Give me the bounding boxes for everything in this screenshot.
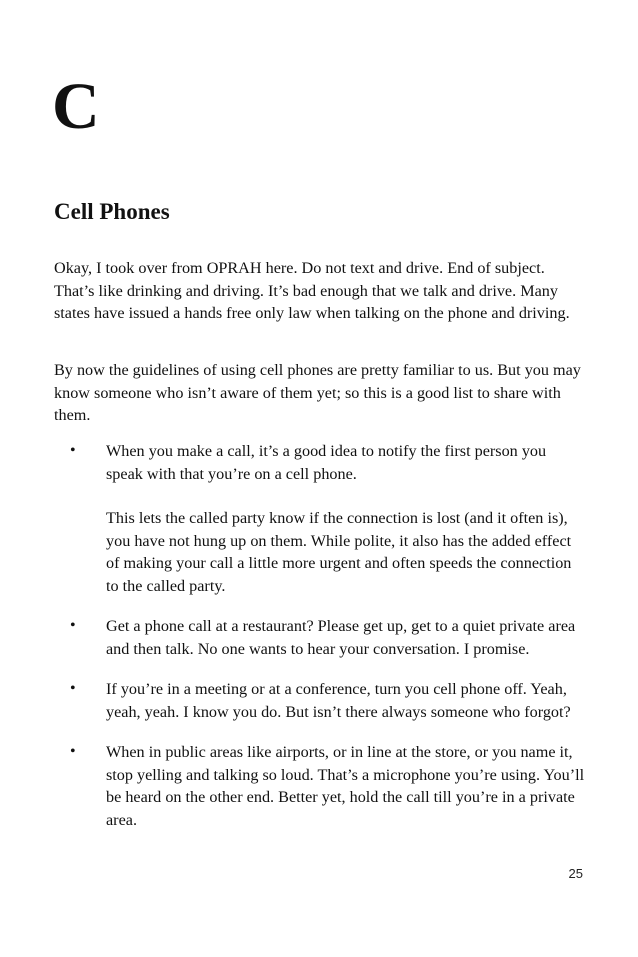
bullet-icon: •: [70, 680, 76, 697]
list-item-text: Get a phone call at a restaurant? Please get up, get to a quiet private area and then talk. No one wants to hear your conversation. I promise.: [106, 617, 576, 658]
list-item-text: If you’re in a meeting or at a conference, turn you cell phone off. Yeah, yeah, yeah. I know you do. But isn’t there always someone who forgot?: [106, 680, 571, 721]
list-item-text: When you make a call, it’s a good idea to notify the first person you speak with that you’re on a cell phone.: [106, 442, 547, 483]
list-item: [54, 440, 586, 597]
list-item: [54, 615, 586, 660]
list-item: [54, 741, 586, 831]
list-item-detail: This lets the called party know if the connection is lost (and it often is), you have not hung up on them. While polite, it also has the added effect of making your call a little more urgent and often speeds the connection to the called party.: [106, 509, 572, 595]
list-item: [54, 678, 586, 723]
bullet-icon: •: [70, 617, 76, 634]
bullet-icon: •: [70, 442, 76, 459]
guidelines-paragraph: By now the guidelines of using cell phones are pretty familiar to us. But you may know someone who isn’t aware of them yet; so this is a good list to share with them.: [54, 361, 581, 424]
guidelines-list: [54, 440, 586, 849]
intro-paragraph: Okay, I took over from OPRAH here. Do not text and drive. End of subject. That’s like drinking and driving. It’s bad enough that we talk and drive. Many states have issued a hands free only law when talking on the phone and driving.: [54, 259, 570, 322]
chapter-letter: C: [52, 70, 100, 143]
bullet-icon: •: [70, 743, 76, 760]
page-number: 25: [568, 866, 583, 881]
list-item-text: When in public areas like airports, or in line at the store, or you name it, stop yelling and talking so loud. That’s a microphone you’re using. You’ll be heard on the other end. Better yet, hold the call till you’re in a private area.: [106, 743, 585, 829]
section-title: Cell Phones: [54, 199, 170, 224]
